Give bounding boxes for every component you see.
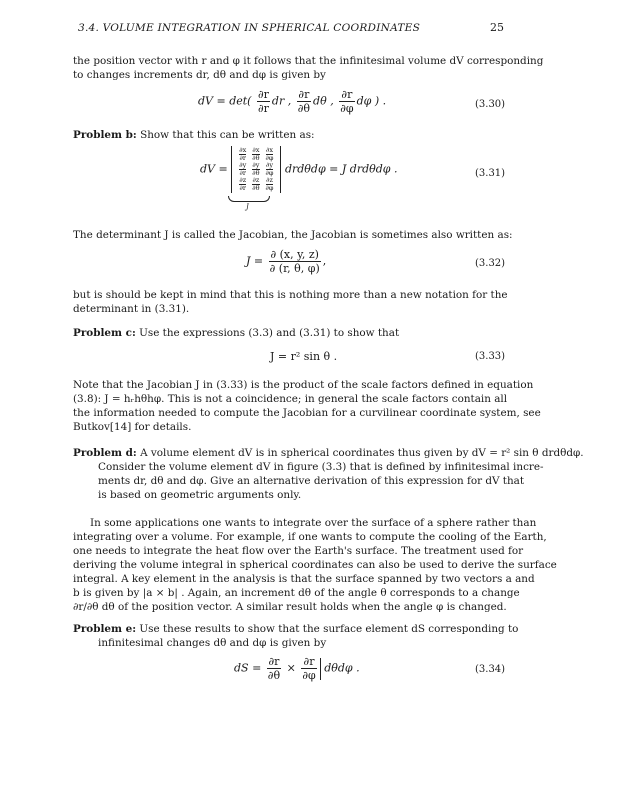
eq-334-tail: dθdφ .: [324, 661, 360, 675]
surface-line-7: ∂r/∂θ dθ of the position vector. A similar result holds when the angle φ is changed.: [73, 601, 507, 613]
matrix-cell-numerator: ∂z: [239, 176, 247, 184]
equation-number-3-33: (3.33): [475, 351, 506, 362]
matrix-cell-denominator: ∂θ: [252, 169, 260, 177]
matrix-row: [236, 147, 276, 162]
equation-3-33: J = r² sin θ .: [270, 350, 338, 363]
eq-330-frac-phi: $\frac{\partial r}{\partial\varphi}$: [340, 88, 354, 115]
equation-3-34: [234, 655, 360, 682]
problem-e-line-2: infinitesimal changes dθ and dφ is given by: [98, 637, 327, 649]
problem-c: [73, 326, 399, 341]
equation-number-3-34: (3.34): [475, 664, 506, 675]
eq-330-lhs: dV = det(: [198, 94, 252, 108]
eq-332-frac: $\frac{\partial (x, y, z)}{\partial (r, \theta, \varphi)}$: [269, 248, 320, 275]
surface-line-4: deriving the volume integral in spherical coordinates can also be used to derive the surface: [73, 559, 557, 571]
matrix-cell: [236, 147, 249, 162]
matrix-cell: [249, 177, 262, 192]
matrix-cell-numerator: ∂x: [265, 146, 273, 154]
jacobian-paragraph: The determinant J is called the Jacobian, the Jacobian is sometimes also written as:: [73, 229, 513, 241]
eq-330-dphi: dφ ) .: [356, 94, 387, 108]
running-header: 3.4. VOLUME INTEGRATION IN SPHERICAL COORDINATES: [78, 22, 421, 34]
underbrace-label: J: [246, 203, 249, 211]
matrix-cell: [236, 177, 249, 192]
surface-line-1: In some applications one wants to integrate over the surface of a sphere rather than: [90, 517, 537, 529]
problem-c-label: Problem c:: [73, 327, 136, 339]
problem-d-line-2: Consider the volume element dV in figure (3.3) that is defined by infinitesimal incre-: [98, 461, 544, 473]
matrix-cell-denominator: ∂φ: [265, 184, 274, 192]
matrix-row: [236, 177, 276, 192]
eq-334-lhs: dS =: [234, 661, 262, 675]
eq-330-dr: dr ,: [271, 94, 292, 108]
matrix-cell: [249, 147, 262, 162]
matrix-cell-denominator: ∂θ: [252, 184, 260, 192]
matrix-cell-numerator: ∂z: [266, 176, 273, 184]
problem-b-label: Problem b:: [73, 129, 137, 141]
eq-334-times: ×: [286, 661, 296, 675]
eq-330-frac-r: $\frac{\partial r}{\partial r}$: [257, 88, 269, 115]
matrix-cell: [263, 177, 277, 192]
intro-line-1: the position vector with r and φ it follows that the infinitesimal volume dV corresponding: [73, 55, 544, 67]
eq-334-frac-2: $\frac{\partial r}{\partial\varphi}$: [302, 655, 316, 682]
matrix-cell: [249, 162, 262, 177]
after-332-line-1: but is should be kept in mind that this is nothing more than a new notation for the: [73, 289, 508, 301]
matrix-row: [236, 162, 276, 177]
equation-3-31: [200, 146, 397, 193]
problem-b-text: Show that this can be written as:: [140, 129, 315, 141]
equation-3-32: [246, 248, 326, 275]
matrix-cell-numerator: ∂y: [239, 161, 247, 169]
surface-line-3: one needs to integrate the heat flow over the Earth's surface. The treatment used for: [73, 545, 524, 557]
surface-line-5: integral. A key element in the analysis is that the surface spanned by two vectors a and: [73, 573, 535, 585]
surface-line-2: integrating over a volume. For example, if one wants to compute the cooling of the Earth,: [73, 531, 547, 543]
equation-number-3-30: (3.30): [475, 99, 506, 110]
abs-bar: [320, 658, 321, 680]
note-line-4: Butkov[14] for details.: [73, 421, 192, 433]
eq-331-lhs: dV =: [200, 162, 228, 176]
problem-e-text-1: Use these results to show that the surface element dS corresponding to: [139, 623, 519, 635]
equation-number-3-31: (3.31): [475, 168, 506, 179]
determinant-matrix: [236, 147, 276, 192]
matrix-cell-numerator: ∂x: [239, 146, 247, 154]
jacobian-determinant: [231, 146, 281, 193]
problem-d-line-3: ments dr, dθ and dφ. Give an alternative derivation of this expression for dV that: [98, 475, 525, 487]
eq-332-lhs: J =: [246, 254, 264, 268]
problem-c-text: Use the expressions (3.3) and (3.31) to show that: [139, 327, 400, 339]
problem-b: [73, 128, 315, 143]
problem-e-label: Problem e:: [73, 623, 137, 635]
page-number: 25: [490, 21, 504, 34]
matrix-cell-numerator: ∂y: [252, 161, 260, 169]
equation-3-30: [198, 88, 386, 115]
note-line-3: the information needed to compute the Jacobian for a curvilinear coordinate system, see: [73, 407, 541, 419]
problem-d-line-4: is based on geometric arguments only.: [98, 489, 302, 501]
matrix-cell-numerator: ∂x: [252, 146, 260, 154]
matrix-cell-denominator: ∂r: [239, 154, 246, 162]
matrix-cell: [263, 162, 277, 177]
intro-line-2: to changes increments dr, dθ and dφ is given by: [73, 69, 326, 81]
matrix-cell-numerator: ∂y: [265, 161, 274, 169]
problem-d-line-1: [73, 446, 584, 461]
problem-e-line-1: [73, 622, 518, 637]
matrix-cell-denominator: ∂r: [239, 169, 246, 177]
eq-332-tail: ,: [322, 254, 327, 268]
surface-line-6: b is given by |a × b| . Again, an increment dθ of the angle θ corresponds to a change: [73, 587, 520, 599]
problem-d-text-1: A volume element dV is in spherical coordinates thus given by dV = r² sin θ drdθdφ.: [140, 447, 584, 459]
matrix-cell: [236, 162, 249, 177]
matrix-cell-denominator: ∂r: [239, 184, 246, 192]
after-332-line-2: determinant in (3.31).: [73, 303, 190, 315]
matrix-cell-denominator: ∂θ: [252, 154, 260, 162]
note-line-1: Note that the Jacobian J in (3.33) is the product of the scale factors defined in equation: [73, 379, 534, 391]
problem-d-label: Problem d:: [73, 447, 137, 459]
eq-331-rhs: drdθdφ = J drdθdφ .: [284, 162, 398, 176]
equation-number-3-32: (3.32): [475, 258, 506, 269]
eq-330-frac-theta: $\frac{\partial r}{\partial\theta}$: [297, 88, 311, 115]
matrix-cell-denominator: ∂φ: [265, 154, 274, 162]
eq-330-dtheta: dθ ,: [313, 94, 334, 108]
matrix-cell-numerator: ∂z: [252, 176, 260, 184]
note-line-2: (3.8): J = hᵣhθhφ. This is not a coincidence; in general the scale factors contain all: [73, 393, 508, 405]
eq-334-frac-1: $\frac{\partial r}{\partial\theta}$: [267, 655, 281, 682]
matrix-cell-denominator: ∂φ: [265, 169, 274, 177]
underbrace: [228, 196, 270, 202]
matrix-cell: [263, 147, 277, 162]
